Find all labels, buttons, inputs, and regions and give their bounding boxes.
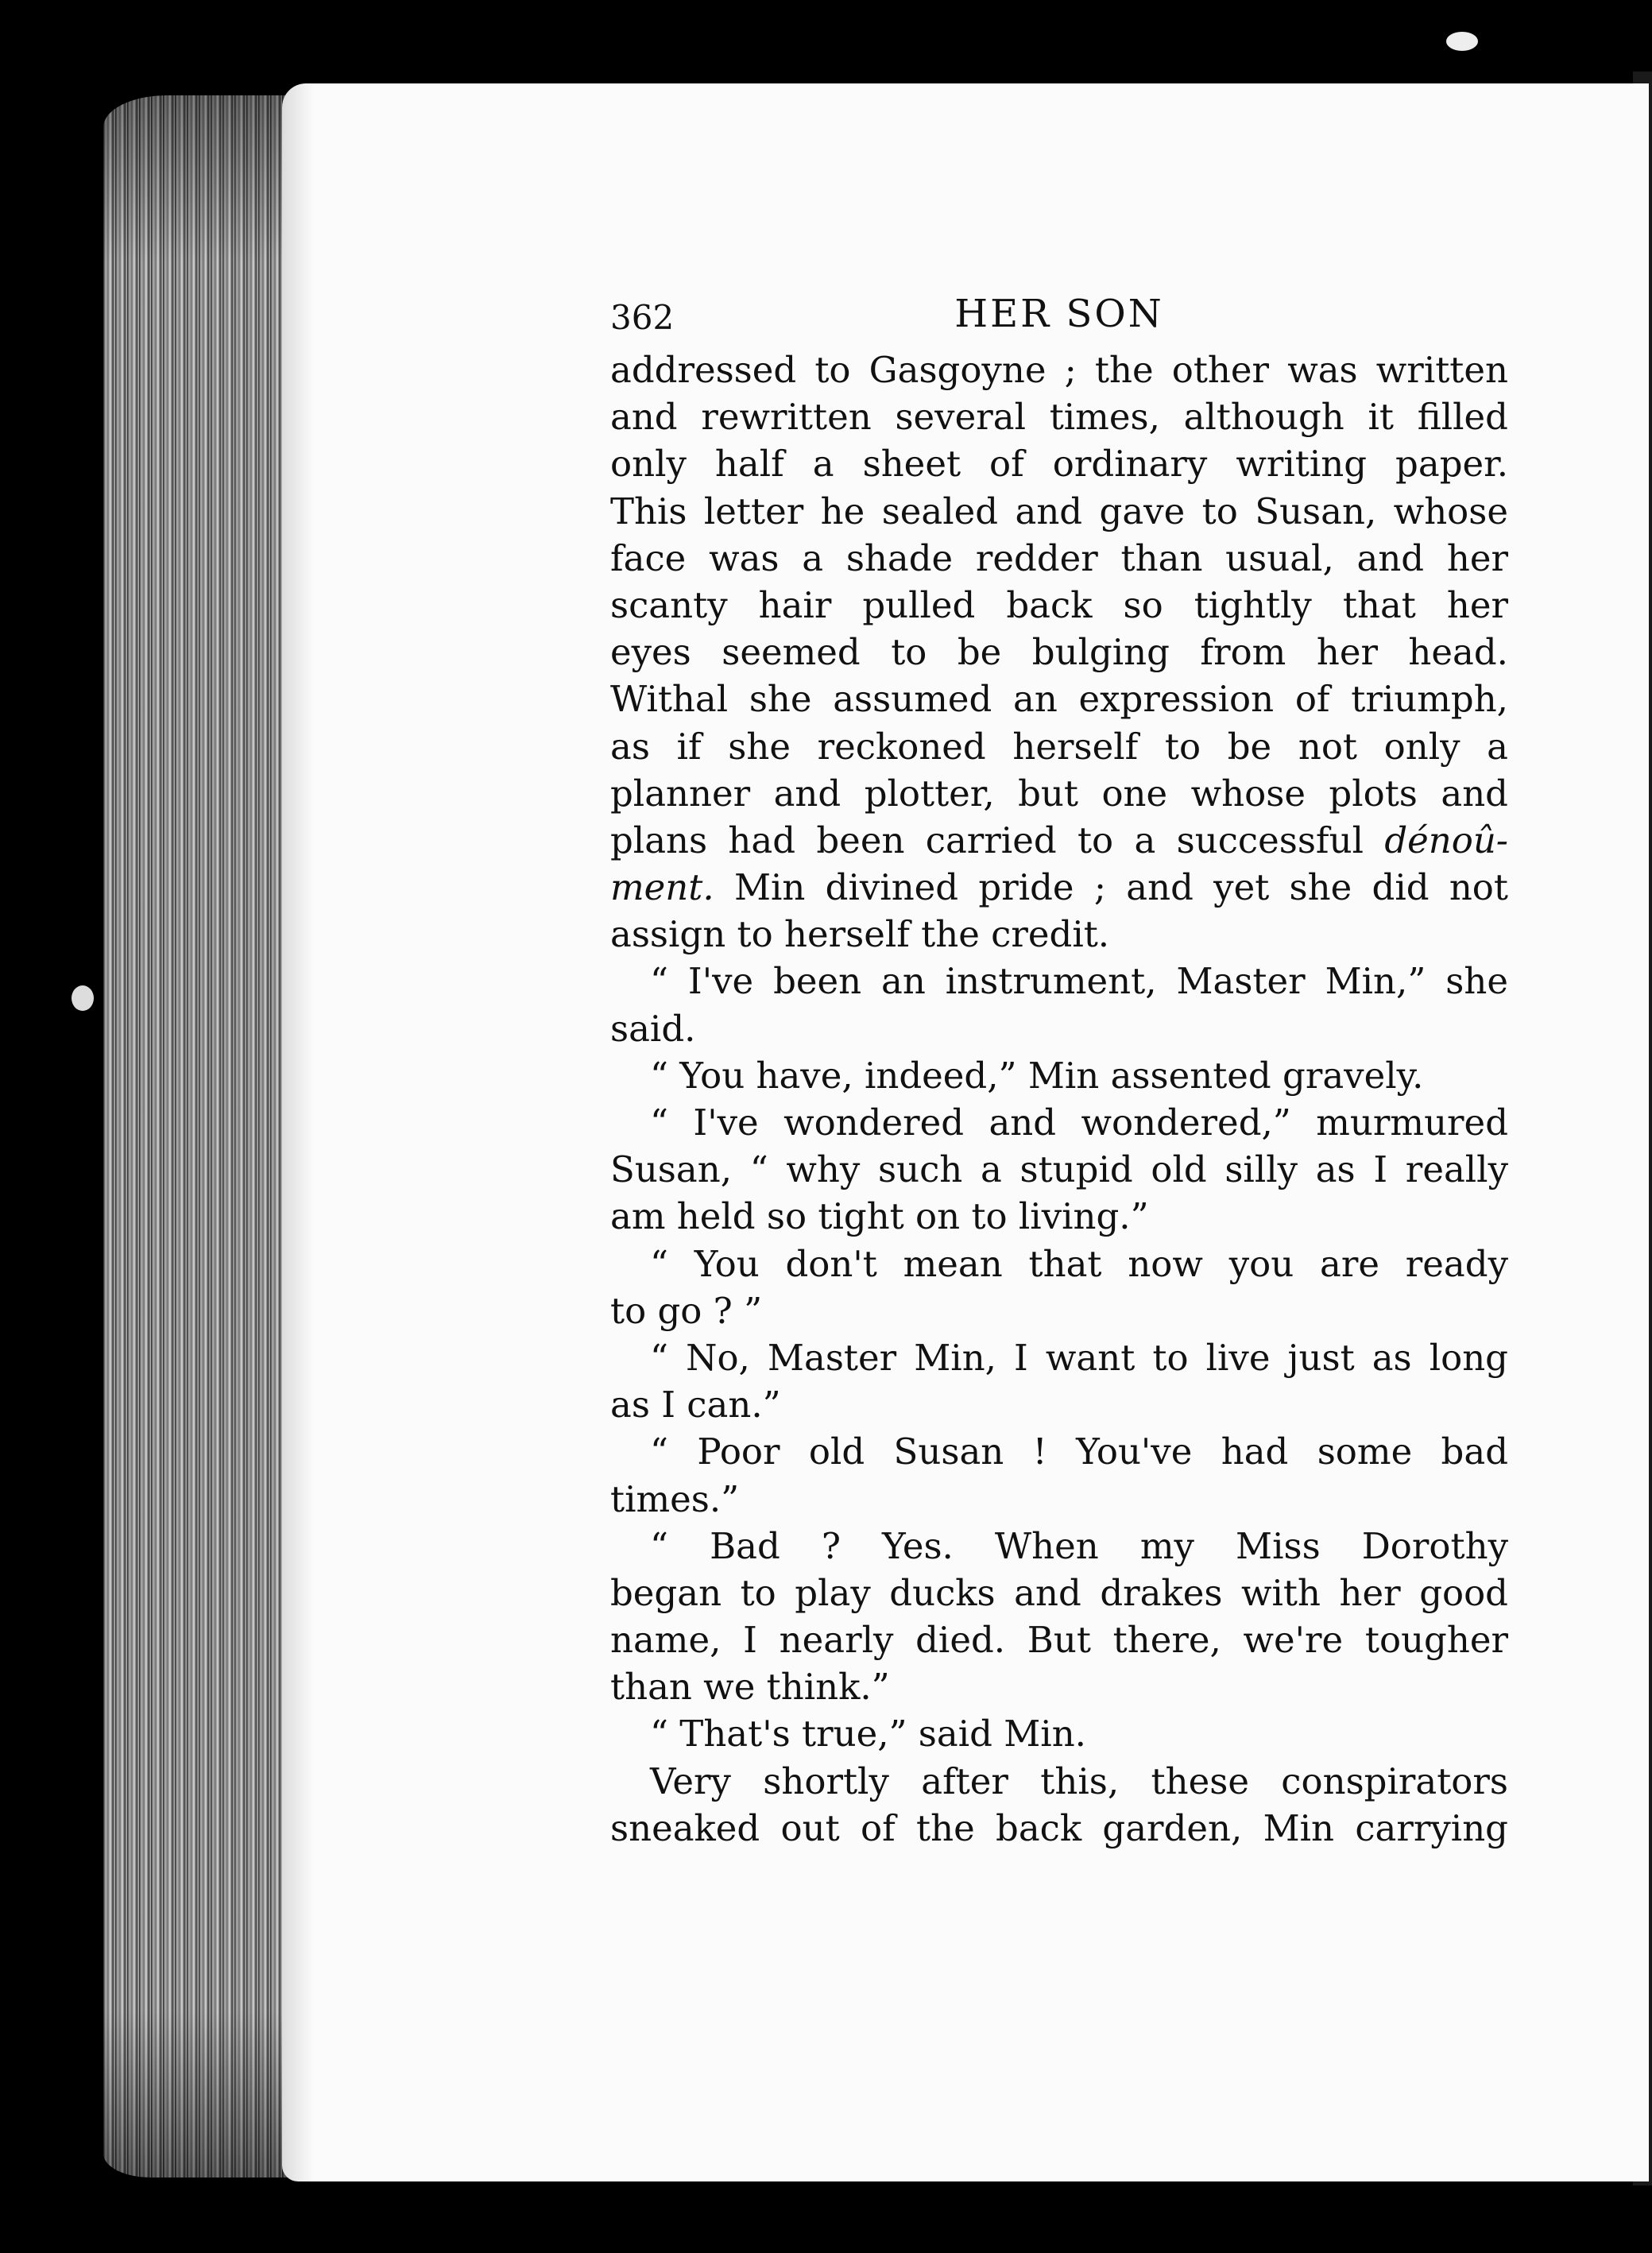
text-line — [610, 535, 1508, 582]
text-line — [610, 1428, 1508, 1475]
line-text: “ No, Master Min, I want to live just as long — [650, 1336, 1508, 1379]
text-line — [610, 1381, 1508, 1428]
line-text: Min divined pride ; and yet she did not — [714, 866, 1508, 909]
line-text: addressed to Gasgoyne ; the other was written — [610, 349, 1508, 391]
text-line — [610, 911, 1508, 958]
text-line — [610, 1476, 1508, 1523]
book-page-edges — [103, 95, 310, 2178]
text-line — [610, 1052, 1508, 1099]
running-head — [610, 286, 1508, 342]
line-text: planner and plotter, but one whose plots and — [610, 772, 1508, 815]
running-title: HER SON — [954, 292, 1164, 336]
text-line — [610, 1570, 1508, 1616]
line-text: Susan, “ why such a stupid old silly as I really — [610, 1148, 1508, 1191]
text-line — [610, 488, 1508, 535]
line-text: sneaked out of the back garden, Min carrying — [610, 1806, 1508, 1849]
text-line — [610, 629, 1508, 676]
line-text: “ You have, indeed,” Min assented gravely. — [650, 1054, 1424, 1097]
text-line — [610, 1099, 1508, 1146]
line-text: Withal she assumed an expression of triumph, — [610, 678, 1508, 721]
text-line — [610, 1193, 1508, 1240]
line-text: “ I've wondered and wondered,” murmured — [650, 1101, 1508, 1144]
text-line — [610, 723, 1508, 770]
text-line — [610, 1805, 1508, 1852]
line-text: only half a sheet of ordinary writing paper. — [610, 443, 1508, 486]
text-line — [610, 1334, 1508, 1381]
text-line — [610, 582, 1508, 629]
line-text: “ Poor old Susan ! You've had some bad — [650, 1430, 1508, 1473]
line-text: than we think.” — [610, 1666, 890, 1709]
text-line — [610, 817, 1508, 864]
line-text: This letter he sealed and gave to Susan, whose — [610, 490, 1508, 532]
scan-speck — [1446, 32, 1478, 51]
line-text: “ You don't mean that now you are ready — [650, 1242, 1508, 1285]
scan-speck — [72, 985, 94, 1011]
text-line — [610, 1005, 1508, 1052]
text-line — [610, 1241, 1508, 1287]
line-text: scanty hair pulled back so tightly that her — [610, 583, 1508, 626]
line-text: began to play ducks and drakes with her good — [610, 1571, 1508, 1614]
text-block — [610, 286, 1508, 1852]
text-line — [610, 1758, 1508, 1805]
line-text: plans had been carried to a successful — [610, 819, 1364, 861]
line-text: “ Bad ? Yes. When my Miss Dorothy — [650, 1524, 1508, 1567]
line-text: as I can.” — [610, 1384, 781, 1427]
text-line — [610, 1616, 1508, 1663]
text-line — [610, 1663, 1508, 1710]
text-line — [610, 864, 1508, 911]
text-line — [610, 1146, 1508, 1193]
text-line — [610, 346, 1508, 393]
text-line — [610, 1710, 1508, 1757]
line-text: “ That's true,” said Min. — [650, 1713, 1086, 1756]
text-line — [610, 958, 1508, 1005]
line-text: Very shortly after this, these conspirators — [650, 1759, 1508, 1802]
italic-word: dénoû- — [1384, 819, 1508, 861]
line-text: to go ? ” — [610, 1289, 763, 1332]
text-line — [610, 676, 1508, 722]
line-text: name, I nearly died. But there, we're tougher — [610, 1619, 1508, 1662]
line-text: and rewritten several times, although it filled — [610, 396, 1508, 439]
line-text: am held so tight on to living.” — [610, 1195, 1149, 1238]
text-line — [610, 1287, 1508, 1334]
line-text: eyes seemed to be bulging from her head. — [610, 631, 1508, 674]
line-text: said. — [610, 1007, 696, 1050]
page-number: 362 — [610, 298, 675, 337]
line-text: as if she reckoned herself to be not only a — [610, 725, 1508, 768]
text-line — [610, 1523, 1508, 1570]
body-text — [610, 346, 1508, 1852]
text-line — [610, 770, 1508, 817]
line-text: assign to herself the credit. — [610, 913, 1110, 956]
italic-word: ment. — [610, 866, 714, 909]
line-text: face was a shade redder than usual, and her — [610, 536, 1508, 579]
text-line — [610, 393, 1508, 440]
line-text: times.” — [610, 1477, 740, 1520]
line-text: “ I've been an instrument, Master Min,” she — [650, 960, 1508, 1003]
text-line — [610, 440, 1508, 487]
